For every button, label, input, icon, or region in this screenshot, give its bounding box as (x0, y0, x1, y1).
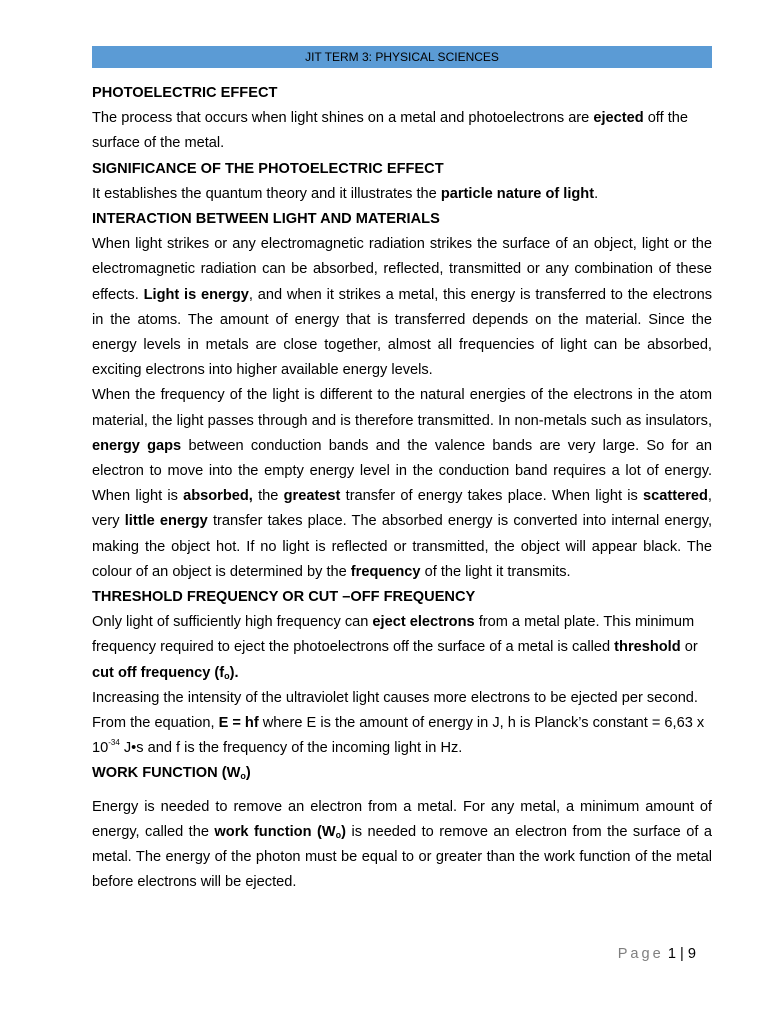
bold-term: absorbed, (183, 488, 253, 505)
bold-term: energy gaps (92, 437, 182, 454)
text-run: the (252, 488, 284, 505)
text-run: ) (245, 765, 251, 782)
heading-threshold-frequency: THRESHOLD FREQUENCY OR CUT –OFF FREQUENCY (92, 589, 476, 606)
bold-term: greatest (283, 488, 341, 505)
paragraph-interaction-2 (92, 383, 712, 585)
text-run: It establishes the quantum theory and it illustrates the (92, 185, 441, 202)
text-run: . (594, 185, 599, 202)
document-body (92, 81, 712, 896)
bold-term: threshold (614, 639, 681, 656)
paragraph-photoelectric-definition (92, 106, 712, 156)
heading-photoelectric-effect: PHOTOELECTRIC EFFECT (92, 85, 278, 101)
heading-interaction: INTERACTION BETWEEN LIGHT AND MATERIALS (92, 211, 440, 228)
text-run: When light strikes or any electromagnetic radiation strikes the surface of an object, light or the electromagnetic radiation can be absorbed, reflected, transmitted or any combination of these effects. (92, 236, 712, 303)
text-run: From the equation, (92, 715, 219, 732)
text-run: Only light of sufficiently high frequency can (92, 614, 373, 631)
subscript: o (335, 829, 342, 840)
heading-significance: SIGNIFICANCE OF THE PHOTOELECTRIC EFFECT (92, 160, 444, 177)
bold-term: scattered (643, 488, 708, 505)
page-footer (618, 944, 696, 964)
text-run: or (680, 639, 698, 656)
page-header (92, 46, 712, 68)
bold-term: ejected (593, 110, 644, 127)
paragraph-work-function (92, 795, 712, 896)
page-number: 1 | 9 (667, 946, 696, 962)
text-run: where E is the amount of energy in J, h is Planck’s constant = 6,63 x 10 (92, 715, 705, 757)
text-run: , and when it strikes a metal, this energy is transferred to the electrons in the atoms. The amount of energy that is transferred depends on the material. Since the energy levels in metals are close together, almost all frequencies of light can be absorbed, exciting electrons into higher available energy levels. (92, 286, 713, 379)
text-run: of the light it transmits. (420, 563, 571, 580)
superscript: -34 (108, 738, 120, 748)
paragraph-interaction-1 (92, 232, 712, 383)
bold-term (214, 824, 346, 840)
bold-term (92, 665, 239, 681)
equation: E = hf (218, 715, 259, 732)
text-run: ). (229, 664, 239, 681)
bold-term: frequency (350, 563, 421, 580)
text-run: J•s and f is the frequency of the incoming light in Hz. (119, 740, 463, 757)
text-run: When the frequency of the light is different to the natural energies of the electrons in the atom material, the light passes through and is therefore transmitted. In non-metals such as insulators, (92, 387, 712, 429)
subscript: o (224, 670, 230, 681)
text-run: , very (92, 488, 712, 530)
paragraph-threshold-3 (92, 711, 712, 761)
text-run: cut off frequency (f (92, 664, 225, 681)
text-run: transfer of energy takes place. When light is (340, 488, 644, 505)
bold-term: eject electrons (372, 614, 475, 631)
text-run: Energy is needed to remove an electron from a metal. For any metal, a minimum amount of energy, called the (92, 798, 712, 840)
text-run: between conduction bands and the valence bands are very large. So for an electron to move into the empty energy level in the conduction band requires a lot of energy. When light is (92, 437, 713, 505)
text-run: work function (W (214, 823, 336, 840)
bold-term: little energy (124, 513, 208, 530)
text-run: ) (341, 823, 346, 840)
paragraph-significance (92, 182, 712, 207)
text-run: from a metal plate. This minimum frequency required to eject the photoelectrons off the surface of a metal is called (92, 614, 695, 656)
bold-term: Light is energy (143, 286, 249, 303)
text-run: WORK FUNCTION (W (92, 765, 241, 782)
text-run: The process that occurs when light shines on a metal and photoelectrons are (92, 110, 594, 127)
header-title: JIT TERM 3: PHYSICAL SCIENCES (305, 50, 499, 64)
text-run: off the surface of the metal. (92, 110, 688, 152)
heading-work-function (92, 761, 712, 786)
text-run: transfer takes place. The absorbed energy is converted into internal energy, making the object hot. If no light is reflected or transmitted, the object will appear black. The colour of an object is determined by the (92, 513, 712, 580)
page-label: Page (617, 946, 664, 962)
text-run: is needed to remove an electron from the surface of a metal. The energy of the photon must be equal to or greater than the work function of the metal before electrons will be ejected. (92, 823, 712, 891)
bold-term: particle nature of light (440, 185, 595, 202)
paragraph-threshold-2: Increasing the intensity of the ultraviolet light causes more electrons to be ejected per second. (92, 689, 698, 706)
subscript: o (240, 771, 246, 782)
paragraph-threshold-1 (92, 610, 712, 686)
